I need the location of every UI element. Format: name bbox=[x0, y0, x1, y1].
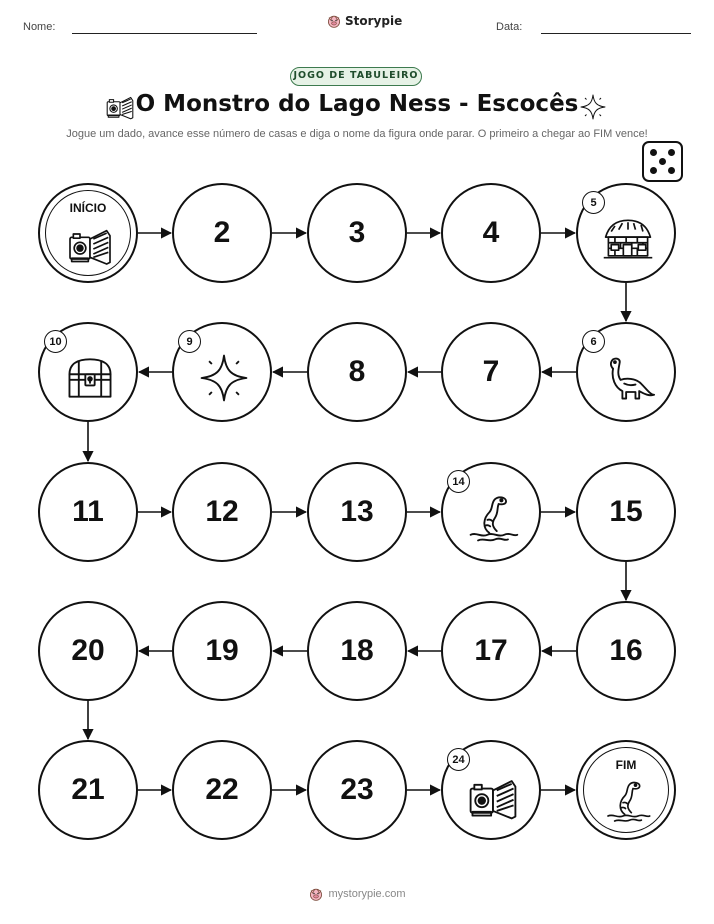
game-type-badge: JOGO DE TABULEIRO bbox=[290, 67, 422, 86]
space-number: 16 bbox=[609, 634, 643, 667]
dinosaur-icon bbox=[600, 350, 656, 406]
board-space bbox=[441, 462, 541, 562]
treasure-chest-icon bbox=[62, 350, 118, 406]
space-number: 8 bbox=[348, 355, 366, 388]
name-label: Nome: bbox=[23, 21, 56, 33]
space-number: 13 bbox=[340, 495, 374, 528]
board-space bbox=[576, 322, 676, 422]
space-number: 19 bbox=[205, 634, 239, 667]
space-number-badge: 10 bbox=[44, 330, 67, 353]
space-number-badge: 5 bbox=[582, 191, 605, 214]
board-space bbox=[307, 183, 407, 283]
board-space bbox=[172, 740, 272, 840]
space-number: 4 bbox=[482, 216, 500, 249]
instructions-text: Jogue um dado, avance esse número de casas e diga o nome da figura onde parar. O primeiro a chegar ao FIM vence! bbox=[66, 128, 648, 140]
space-number: 2 bbox=[213, 216, 231, 249]
footer bbox=[0, 886, 714, 902]
space-number: 23 bbox=[340, 773, 374, 806]
space-number-badge: 24 bbox=[447, 748, 470, 771]
date-label: Data: bbox=[496, 21, 523, 33]
board-space bbox=[38, 740, 138, 840]
board-space bbox=[38, 462, 138, 562]
sparkle-icon bbox=[196, 350, 252, 406]
board-space bbox=[172, 462, 272, 562]
space-number: 11 bbox=[72, 495, 104, 528]
board-space bbox=[441, 740, 541, 840]
board-space bbox=[576, 183, 676, 283]
space-number-badge: 6 bbox=[582, 330, 605, 353]
lake-monster-icon bbox=[465, 490, 521, 546]
board-space bbox=[172, 601, 272, 701]
board-space bbox=[38, 322, 138, 422]
space-number: 22 bbox=[205, 773, 239, 806]
space-label: FIM bbox=[615, 758, 637, 772]
board-space bbox=[441, 183, 541, 283]
brand-name: Storypie bbox=[345, 14, 403, 28]
camera-icon bbox=[465, 768, 521, 824]
board-space bbox=[307, 462, 407, 562]
camera-icon bbox=[65, 219, 115, 269]
space-number: 21 bbox=[71, 773, 105, 806]
space-number: 17 bbox=[474, 634, 508, 667]
page-title: O Monstro do Lago Ness - Escocês bbox=[135, 91, 579, 117]
cottage-icon bbox=[600, 211, 656, 267]
space-number: 12 bbox=[205, 495, 239, 528]
board-space bbox=[441, 601, 541, 701]
footer-site[interactable]: mystorypie.com bbox=[328, 888, 406, 900]
lake-monster-icon bbox=[603, 776, 653, 826]
board-space bbox=[307, 740, 407, 840]
board-space bbox=[307, 601, 407, 701]
space-number: 7 bbox=[482, 355, 500, 388]
board-space bbox=[441, 322, 541, 422]
pig-mascot-icon bbox=[308, 886, 324, 902]
finish-space bbox=[576, 740, 676, 840]
space-number: 3 bbox=[348, 216, 366, 249]
board-space bbox=[576, 462, 676, 562]
board-space bbox=[576, 601, 676, 701]
space-number-badge: 14 bbox=[447, 470, 470, 493]
space-number-badge: 9 bbox=[178, 330, 201, 353]
space-number: 20 bbox=[71, 634, 105, 667]
board-space bbox=[172, 322, 272, 422]
board-space bbox=[38, 601, 138, 701]
start-space bbox=[38, 183, 138, 283]
board-space bbox=[307, 322, 407, 422]
board-space bbox=[172, 183, 272, 283]
space-number: 18 bbox=[340, 634, 374, 667]
space-number: 15 bbox=[609, 495, 643, 528]
space-label: INÍCIO bbox=[69, 201, 107, 215]
